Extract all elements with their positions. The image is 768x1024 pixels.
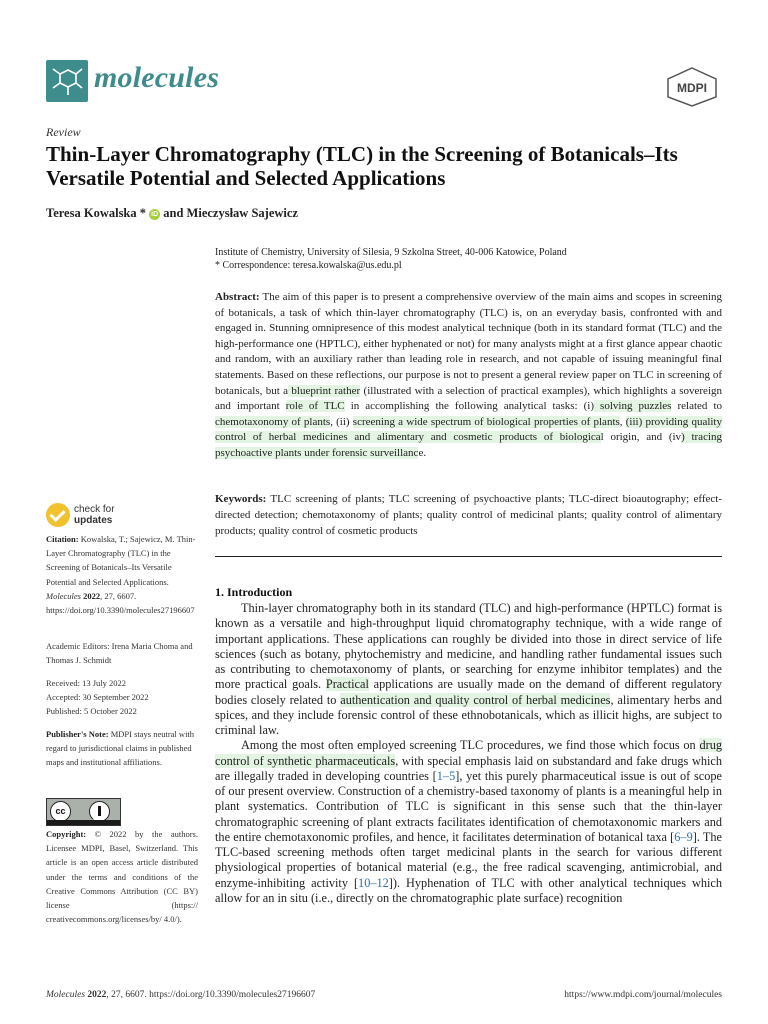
academic-editors: Academic Editors: Irena Maria Choma and Thomas J. Schmidt: [46, 641, 193, 666]
footer-url-link[interactable]: https://www.mdpi.com/journal/molecules: [564, 990, 722, 1000]
accepted-date: Accepted: 30 September 2022: [46, 692, 149, 703]
correspondence: * Correspondence: teresa.kowalska@us.edu.pl: [215, 260, 402, 271]
keywords-label: Keywords:: [215, 493, 267, 505]
received-date: Received: 13 July 2022: [46, 678, 127, 688]
abstract-text: , (ii): [330, 415, 353, 428]
check-for-updates-button[interactable]: [46, 503, 166, 529]
abstract: [215, 290, 722, 462]
cc-bar: [47, 820, 120, 825]
cc-by-license-icon[interactable]: [46, 798, 121, 826]
section-heading: 1. Introduction: [215, 585, 293, 599]
reference-link[interactable]: 10–12: [358, 875, 389, 890]
dates: [46, 676, 198, 719]
highlight: drug control of synthetic pharmaceuticals: [215, 738, 722, 768]
mdpi-logo-text: MDPI: [677, 81, 707, 95]
citation-text: Kowalska, T.; Sajewicz, M. Thin-Layer Chromatography (TLC) in the Screening of Botanicals–Its Versatile Potential and Selected Applications.: [46, 534, 196, 587]
publisher-note-text: MDPI stays neutral with regard to jurisdictional claims in published maps and institutional affiliations.: [46, 729, 195, 768]
highlight: chemotaxonomy of plants: [215, 415, 331, 428]
check-icon: [46, 503, 70, 527]
highlight: ) tracing psychoactive plants under forensic surveillanc: [215, 431, 723, 459]
reference-link[interactable]: 1–5: [436, 768, 456, 783]
paragraph-text: ]. The TLC-based screening methods often target medicinal plants in the search for various different physiological properties of botanical material (e.g., the free radical scavenging, antimicrobial, and enzyme-inhibiting activity [: [215, 829, 723, 890]
publisher-note-label: Publisher's Note:: [46, 729, 109, 739]
paragraph: [215, 601, 722, 738]
article-type: Review: [46, 125, 81, 139]
paragraph-text: , alimentary herbs and spices, and they include forensic control of these ethnobotanicals, which as illicit highs, are subject to criminal law.: [215, 692, 722, 737]
highlight: (iii) providing quality control of herbal medicines and alimentary and cosmetic products of biologica: [215, 415, 722, 444]
article-title: Thin-Layer Chromatography (TLC) in the Screening of Botanicals–Its Versatile Potential and Selected Applications: [46, 142, 678, 190]
citation-doi-link[interactable]: , 27, 6607. https://doi.org/10.3390/molecules27196607: [46, 590, 195, 616]
cc-icon: cc: [50, 801, 71, 822]
reference-link[interactable]: 6–9: [674, 829, 693, 844]
check-label-line2: updates: [74, 515, 113, 526]
abstract-text: e.: [418, 446, 427, 459]
footer-citation: [46, 990, 315, 1000]
citation: [46, 532, 198, 617]
abstract-text: in accomplishing the following analytical tasks: (i): [344, 400, 595, 413]
copyright-text: © 2022 by the authors. Licensee MDPI, Basel, Switzerland. This article is an open access article distributed under the terms and conditions of the Creative Commons Attribution (CC BY) license (https:// creativecommons.org/licenses/by/ 4.0/).: [46, 829, 198, 925]
section-divider: [215, 556, 722, 557]
paragraph-text: Among the most often employed screening TLC procedures, we find those which focus on: [241, 738, 700, 753]
footer-doi-link[interactable]: , 27, 6607. https://doi.org/10.3390/molecules27196607: [106, 990, 316, 1000]
journal-name: molecules: [94, 61, 220, 94]
highlight: role of TLC: [285, 400, 345, 413]
copyright: [46, 827, 198, 926]
paragraph: [215, 738, 722, 906]
copyright-label: Copyright:: [46, 829, 87, 839]
citation-year: 2022: [80, 590, 101, 601]
introduction-body: [215, 601, 722, 906]
check-label-line1: check for: [74, 504, 115, 515]
paragraph-text: applications are usually made on the demand of different regulatory bodies closely related to: [215, 677, 722, 707]
abstract-text: (illustrated with a selection of practical examples), which highlights a sovereign and important: [215, 384, 722, 413]
abstract-text: l origin, and (iv: [600, 431, 682, 444]
affiliation: Institute of Chemistry, University of Silesia, 9 Szkolna Street, 40-006 Katowice, Poland: [215, 247, 567, 258]
abstract-text: ,: [619, 415, 626, 428]
highlight: screening a wide spectrum of biological properties of plants: [352, 415, 620, 428]
molecules-logo-icon: [46, 60, 88, 102]
paragraph-text: Thin-layer chromatography both in its standard (TLC) and high-performance (HPTLC) format is known as a versatile and high-throughput liquid chromatography technique, with a wide range of important applications. These applications can roughly be divided into those in direct service of life sciences (such as botany, phytochemistry and medicine, and handling rather fundamental issues such as contributing to chemotaxonomy of plants, or searching for enzyme inhibitor templates) and the more practical goals.: [215, 601, 722, 692]
highlight: Practical: [325, 677, 369, 692]
publisher-note: [46, 727, 198, 770]
mdpi-logo-icon: [664, 66, 720, 108]
author-list: [46, 206, 298, 221]
keywords: [215, 491, 722, 539]
highlight: authentication and quality control of herbal medicines: [340, 692, 611, 707]
paragraph-text: ], yet this purely pharmaceutical issue is out of scope of our present overview. Construction of a chemistry-based taxonomy of plants is a meaningful help in plant systematics. Contribution of TLC is significant in this sense such that the thin-layer chromatographic screening of plant extracts facilitates identification of chemotaxonomic markers and the entire chemotaxonomic profiles, and hence, it facilitates determination of botanical taxa [: [215, 768, 722, 844]
citation-label: Citation:: [46, 534, 79, 544]
author-name: Teresa Kowalska *: [46, 206, 147, 220]
paragraph-text: ]). Hyphenation of TLC with other analytical techniques which allow for an in situ (i.e., directly on the chromatographic plate surface) recognition: [215, 875, 723, 905]
highlight: solving puzzles: [594, 400, 672, 413]
citation-journal: Molecules: [46, 590, 81, 601]
affiliation-block: [215, 246, 567, 272]
abstract-text: related to: [671, 400, 723, 413]
paragraph-text: , with special emphasis laid on substandard and fake drugs which are illegally traded in developing countries [: [215, 753, 722, 783]
footer-year: 2022: [85, 990, 107, 1000]
highlight: blueprint rather: [288, 384, 361, 397]
published-date: Published: 5 October 2022: [46, 706, 137, 717]
abstract-text: The aim of this paper is to present a comprehensive overview of the main aims and scopes in screening of botanicals, a task of which thin-layer chromatography (TLC) is, on an everyday basis, confronted with and engaged in. Stunning omnipresence of this modest analytical technique (both in its standard format (TLC) and the high-performance one (HPTLC), either hyphenated or not) for many analysts might at a first glance appear chaotic and random, with an auxiliary rather than leading role in research, and not capable of issuing meaningful final statements. Based on these reflections, our purpose is not to present a general review paper on TLC in screening of botanicals, but a: [215, 291, 722, 397]
author-name: and Mieczysław Sajewicz: [163, 206, 298, 220]
footer-journal: Molecules: [46, 990, 86, 1000]
orcid-icon[interactable]: iD: [151, 211, 159, 218]
keywords-text: TLC screening of plants; TLC screening of psychoactive plants; TLC-direct bioautography; effect-directed detection; chemotaxonomy of plants; quality control of medicinal plants; quality control of alimentary products; quality control of cosmetic products: [215, 493, 722, 537]
abstract-label: Abstract:: [215, 291, 260, 303]
